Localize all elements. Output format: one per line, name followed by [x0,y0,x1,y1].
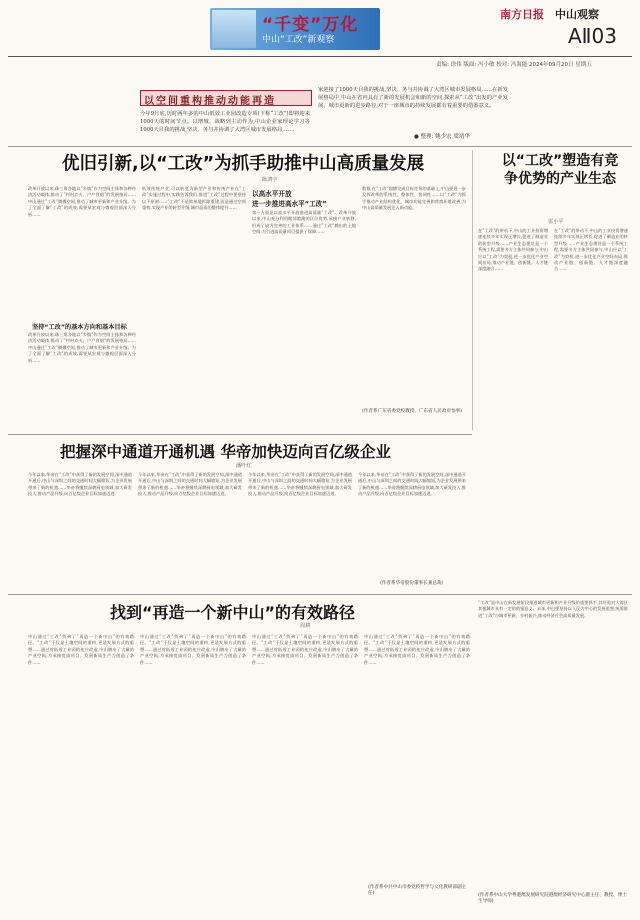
header-info: 责编: 徐伟 版面: 冯小敏 校对: 冯海能 2024年09月20日 星期五 [436,62,592,68]
article4-title: 找到“再造一个新中山”的有效路径 [110,603,356,622]
article5-source: (作者系中山大学粤港澳发展研究院港澳经济研究中心副主任、教授、博士生导师) [478,893,627,904]
article4-col-3: 中山通过“工改”找到了“再造一个新中山”的有效路径。“工改”不仅是土地空间的重构,更是发展方式的重塑……通过对低效工业园的连片改造,中山腾出了大量的产业空间,为承接优质项目、发展新质生产力创造了条件…… [252,634,358,665]
banner-subtitle: 中山“工改”新观察 [262,35,335,45]
edition-name: 中山观察 [555,8,599,21]
article1-author: 陈鸿宇 [262,177,278,183]
article2-author: 雷小平 [548,219,564,225]
article4-col-4: 中山通过“工改”找到了“再造一个新中山”的有效路径。“工改”不仅是土地空间的重构,更是发展方式的重塑……通过对低效工业园的连片改造,中山腾出了大量的产业空间,为承接优质项目、发展新质生产力创造了条件…… [364,634,470,665]
article3-col-1: 今年以来,华帝在“工改”中获得了新的发展空间,深中通道开通后,中山与深圳之间的交通时间大幅缩短,为企业发展带来了新的机遇……华帝将继续深耕厨电领域,加大研发投入,推动产品升级,向百亿级企业目标加速迈进。 [28,472,132,497]
article3-source: (作者系华帝股份董事长兼总裁) [380,581,444,586]
article3-col-4: 今年以来,华帝在“工改”中获得了新的发展空间,深中通道开通后,中山与深圳之间的交通时间大幅缩短,为企业发展带来了新的机遇……华帝将继续深耕厨电领域,加大研发投入,推动产品升级,向百亿级企业目标加速迈进。 [358,472,466,497]
article1-subhead-3: 进一步推进高水平“工改” [252,200,327,208]
article1-col-4: 数据,在“工改”超额完成目标任务的基础上,中山要进一步发挥改革的系统性、整体性、协同性……以“工改”为抓手推动产业结构优化、城市功能完善和营商环境改善,为中山高质量发展注入新动能。 [362,186,466,211]
intro-divider [8,146,632,147]
column-divider [472,150,473,430]
intro-text-right: 家迎接了1000天目我的挑战,坚决、务与并协调了大湾区城市发展格局……在新发展格局中,中山在省内具有了新的发展机会和新的空间,探索从“工改”出发的产业发展、城市更新的进步路径,对于一座城市的持续发展都有着重要的借鉴意义。 [318,87,508,109]
article1-subhead-1: 坚持“工改”的基本方向和基本目标 [32,324,127,331]
article1-subhead-2: 以高水平开放 [252,190,292,198]
article4-col-1: 中山通过“工改”找到了“再造一个新中山”的有效路径。“工改”不仅是土地空间的重构,更是发展方式的重塑……通过对低效工业园的连片改造,中山腾出了大量的产业空间,为承接优质项目、发展新质生产力创造了条件…… [28,634,134,665]
intro-byline: ● 整理: 姚少宏 梁靖华 [414,134,470,140]
article1-col-1b: 改革开放以来,珠三角各地以“乡镇”作为空间主体和各种经济活动载体,推动了“村村点火、户户冒烟”的发展格局……中山通过“工改”腾挪空间,推动了城市更新和产业升级。为了全面了解“工改”的成效,需要从宏观与微观层面深入分析…… [28,332,136,363]
article1-col-3: 第一方面是以高水平开放推进高质量“工改”。改革开放以来,中山充分利用毗邻港澳的区位优势,承接产业转移,形成了较为完善的工业体系……通过“工改”腾出的土地空间,为引进高质量项目提供了保障…… [252,210,356,235]
banner-photo [212,10,256,48]
paper-logo: 南方日报 [500,8,544,21]
article2-col-1: 在“工改”的带动下,中山的工业投资增速连续多年实现正增长,促进了制造业的转型升级……产业生态建设是一个系统工程,需要多方主体共同参与,中山应以“工改”为契机,进一步优化产业空间布局,推动产业链、创新链、人才链深度融合…… [478,228,548,272]
article2-col-2: 在“工改”的带动下,中山的工业投资增速连续多年实现正增长,促进了制造业的转型升级……产业生态建设是一个系统工程,需要多方主体共同参与,中山应以“工改”为契机,进一步优化产业空间布局,推动产业链、创新链、人才链深度融合…… [554,228,628,272]
article4-col-2: 中山通过“工改”找到了“再造一个新中山”的有效路径。“工改”不仅是土地空间的重构,更是发展方式的重塑……通过对低效工业园的连片改造,中山腾出了大量的产业空间,为承接优质项目、发展新质生产力创造了条件…… [140,634,246,665]
article3-col-2: 今年以来,华帝在“工改”中获得了新的发展空间,深中通道开通后,中山与深圳之间的交通时间大幅缩短,为企业发展带来了新的机遇……华帝将继续深耕厨电领域,加大研发投入,推动产品升级,向百亿级企业目标加速迈进。 [138,472,242,497]
article3-title: 把握深中通道开通机遇 华帝加快迈向百亿级企业 [60,443,391,461]
article1-col-1: 改革开放以来,珠三角各地以“乡镇”作为空间主体和各种经济活动载体,推动了“村村点火、户户冒烟”的发展格局……中山通过“工改”腾挪空间,推动了城市更新和产业升级。为了全面了解“工改”的成效,需要从宏观与微观层面深入分析…… [28,186,136,217]
article-divider-2 [8,594,632,595]
header-divider [8,56,632,57]
article4-source: (作者系中共中山市委党校哲学与文化教研部副主任) [368,885,467,896]
intro-banner: 以空间重构推动动能再造 [144,96,276,107]
article-divider-1 [8,434,472,435]
intro-text-left: 今年9月底,历时两年多的中山低效工业园改造专项(下称“工改”)即将迎来1000天的时间节点。以增城、战略到主动作为,中山企业家理论学习等1000天目我的挑战,坚决、务与并协调了大湾区城市发展格局,…… [140,111,310,133]
article1-title: 优旧引新,以“工改”为抓手助推中山高质量发展 [62,154,425,174]
article3-col-3: 今年以来,华帝在“工改”中获得了新的发展空间,深中通道开通后,中山与深圳之间的交通时间大幅缩短,为企业发展带来了新的机遇……华帝将继续深耕厨电领域,加大研发投入,推动产品升级,向百亿级企业目标加速迈进。 [248,472,352,497]
article5-body: “工改”是中山在新发展阶段推进城市更新和产业升级的重要抓手,其经验对大湾区其他城市具有一定的借鉴意义。未来,中山要坚持以人民为中心的发展思想,统筹推进“工改”与城市更新、乡村振兴,推动经济社会高质量发展。 [478,600,628,618]
article4-author: 周耕 [300,623,311,629]
article1-col-2: 低效传统产业,可以转变为新型产业和传统产业在“工改”实施过程中,实践告诉我们,推进“工改”过程中要坚持以下原则……“工改”不是简单地拆除重建,而是通过空间重构,实现产业的转型升级,城市品质的整体提升…… [142,186,246,211]
article3-author: 潘叶红 [236,463,252,469]
article2-title: 以“工改”塑造有竞争优势的产业生态 [501,153,619,187]
page-number: AⅡ03 [568,24,617,48]
article1-source: (作者系广东省委党校教授、广东省人民政府参事) [362,409,463,414]
banner-title: “千变”万化 [262,15,359,35]
